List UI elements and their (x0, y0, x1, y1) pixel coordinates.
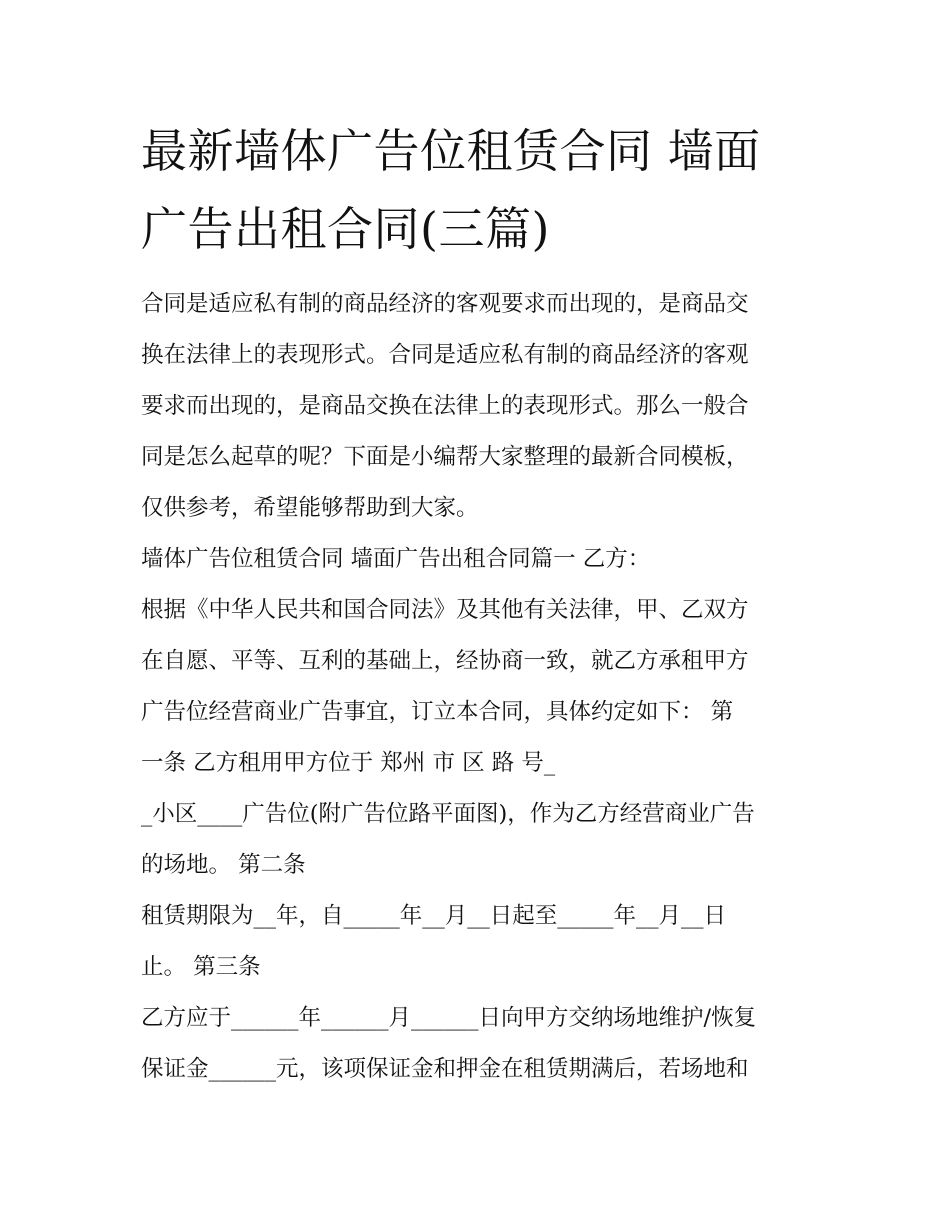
body-line: 租赁期限为__年，自_____年__月__日起至_____年__月__日 (141, 903, 727, 929)
title-line-1: 最新墙体广告位租赁合同 墙面 (141, 124, 761, 178)
title-line-2: 广告出租合同(三篇) (141, 202, 550, 256)
body-line: 的场地。 第二条 (141, 852, 306, 878)
body-line: 一条 乙方租用甲方位于 郑州 市 区 路 号_ (141, 750, 556, 776)
body-line: 仅供参考，希望能够帮助到大家。 (141, 495, 479, 521)
body-line: _小区____广告位(附广告位路平面图)，作为乙方经营商业广告 (141, 801, 755, 827)
body-line: 在自愿、平等、互利的基础上，经协商一致，就乙方承租甲方 (141, 648, 749, 674)
body-line: 广告位经营商业广告事宜，订立本合同，具体约定如下： 第 (141, 699, 734, 725)
body-line: 要求而出现的，是商品交换在法律上的表现形式。那么一般合 (141, 393, 749, 419)
body-line: 保证金______元，该项保证金和押金在租赁期满后，若场地和 (141, 1056, 749, 1082)
body-line: 乙方应于______年______月______日向甲方交纳场地维护/恢复 (141, 1005, 757, 1031)
document-body (141, 279, 821, 1095)
body-line: 合同是适应私有制的商品经济的客观要求而出现的，是商品交 (141, 291, 749, 317)
body-line: 墙体广告位租赁合同 墙面广告出租合同篇一 乙方： (141, 546, 651, 572)
body-line: 止。 第三条 (141, 954, 261, 980)
document-title (141, 112, 821, 268)
body-line: 根据《中华人民共和国合同法》及其他有关法律，甲、乙双方 (141, 597, 749, 623)
body-line: 换在法律上的表现形式。合同是适应私有制的商品经济的客观 (141, 342, 749, 368)
body-line: 同是怎么起草的呢？下面是小编帮大家整理的最新合同模板， (141, 444, 749, 470)
